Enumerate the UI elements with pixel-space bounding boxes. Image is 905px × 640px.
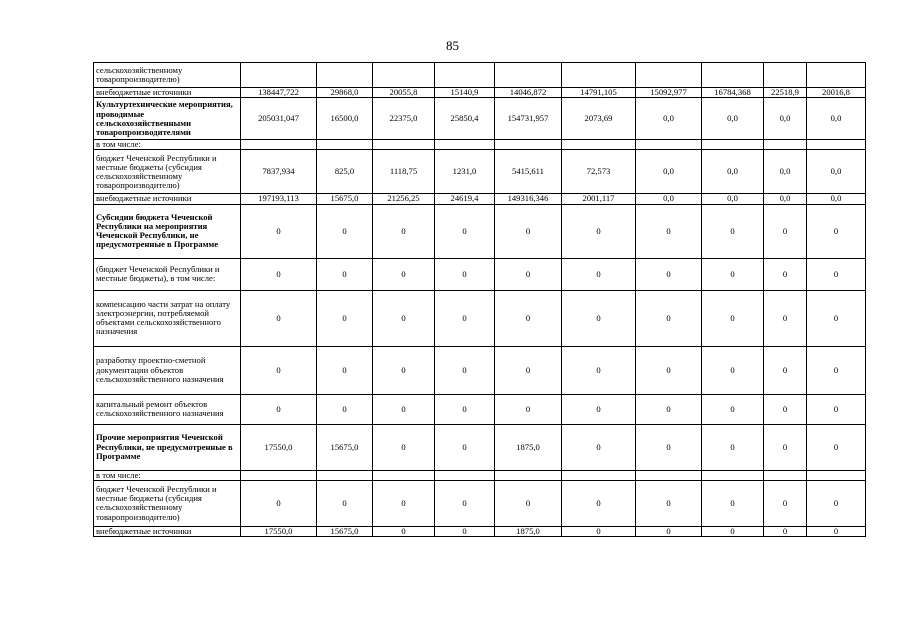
- value-cell: [807, 470, 866, 480]
- value-cell: 0: [702, 526, 764, 536]
- value-cell: [702, 140, 764, 150]
- value-cell: 0,0: [636, 194, 702, 204]
- value-cell: 0: [702, 424, 764, 470]
- value-cell: 0: [373, 394, 435, 424]
- value-cell: [562, 140, 636, 150]
- value-cell: 0: [562, 526, 636, 536]
- row-label: разработку проектно-сметной документации объектов сельскохозяйственного назначения: [94, 346, 241, 394]
- value-cell: 15675,0: [317, 194, 373, 204]
- value-cell: [373, 470, 435, 480]
- value-cell: 2073,69: [562, 98, 636, 140]
- value-cell: 0: [317, 204, 373, 258]
- value-cell: [764, 470, 807, 480]
- value-cell: 0: [764, 526, 807, 536]
- table-row: [94, 394, 866, 424]
- value-cell: 0,0: [636, 98, 702, 140]
- value-cell: 0,0: [702, 194, 764, 204]
- row-label: внебюджетные источники: [94, 526, 241, 536]
- value-cell: 0: [764, 480, 807, 526]
- value-cell: 72,573: [562, 150, 636, 194]
- value-cell: 0: [435, 424, 495, 470]
- value-cell: 0: [636, 394, 702, 424]
- value-cell: 0: [562, 346, 636, 394]
- value-cell: 0: [317, 480, 373, 526]
- value-cell: 0: [495, 290, 562, 346]
- value-cell: 0: [764, 290, 807, 346]
- value-cell: 0: [702, 290, 764, 346]
- value-cell: [807, 140, 866, 150]
- value-cell: 0: [435, 290, 495, 346]
- table-row: [94, 424, 866, 470]
- value-cell: 0: [764, 394, 807, 424]
- row-label: капитальный ремонт объектов сельскохозяйственного назначения: [94, 394, 241, 424]
- table-row: [94, 526, 866, 536]
- value-cell: 0: [562, 204, 636, 258]
- value-cell: 1875,0: [495, 424, 562, 470]
- value-cell: 0: [807, 204, 866, 258]
- value-cell: 15675,0: [317, 526, 373, 536]
- value-cell: 0,0: [764, 194, 807, 204]
- value-cell: 0: [764, 424, 807, 470]
- value-cell: 0: [702, 346, 764, 394]
- table-row: [94, 204, 866, 258]
- row-label: Культуртехнические мероприятия, проводимые сельскохозяйственными товаропроизводителями: [94, 98, 241, 140]
- table-row: [94, 290, 866, 346]
- value-cell: [317, 63, 373, 88]
- value-cell: 0: [373, 526, 435, 536]
- value-cell: 0: [373, 204, 435, 258]
- value-cell: 0: [636, 424, 702, 470]
- value-cell: 1231,0: [435, 150, 495, 194]
- value-cell: 0: [373, 480, 435, 526]
- value-cell: 25850,4: [435, 98, 495, 140]
- table-row: [94, 470, 866, 480]
- value-cell: [636, 140, 702, 150]
- value-cell: [241, 470, 317, 480]
- value-cell: [373, 63, 435, 88]
- value-cell: 154731,957: [495, 98, 562, 140]
- value-cell: [636, 470, 702, 480]
- value-cell: 0: [435, 258, 495, 290]
- value-cell: 0: [241, 258, 317, 290]
- table-row: [94, 98, 866, 140]
- table-row: [94, 140, 866, 150]
- value-cell: 0: [562, 258, 636, 290]
- value-cell: 1875,0: [495, 526, 562, 536]
- value-cell: 0: [317, 394, 373, 424]
- value-cell: [562, 63, 636, 88]
- value-cell: 0,0: [702, 98, 764, 140]
- value-cell: 7837,934: [241, 150, 317, 194]
- value-cell: 0: [764, 258, 807, 290]
- page-number: 85: [446, 38, 459, 53]
- value-cell: [495, 140, 562, 150]
- value-cell: 0: [435, 346, 495, 394]
- value-cell: 0: [636, 204, 702, 258]
- row-label: компенсацию части затрат на оплату электроэнергии, потребляемой объектами сельскохозяйственного назначения: [94, 290, 241, 346]
- value-cell: 0: [241, 394, 317, 424]
- value-cell: [495, 470, 562, 480]
- row-label: сельскохозяйственному товаропроизводителю): [94, 63, 241, 88]
- value-cell: 138447,722: [241, 88, 317, 98]
- value-cell: 0: [636, 290, 702, 346]
- value-cell: 2001,117: [562, 194, 636, 204]
- value-cell: 0: [562, 394, 636, 424]
- value-cell: 15092,977: [636, 88, 702, 98]
- value-cell: 197193,113: [241, 194, 317, 204]
- value-cell: 0: [807, 526, 866, 536]
- table-body: [94, 63, 866, 537]
- table-row: [94, 346, 866, 394]
- value-cell: 0: [373, 258, 435, 290]
- value-cell: 15675,0: [317, 424, 373, 470]
- row-label: (бюджет Чеченской Республики и местные бюджеты), в том числе:: [94, 258, 241, 290]
- value-cell: 21256,25: [373, 194, 435, 204]
- value-cell: 0: [241, 346, 317, 394]
- value-cell: [241, 140, 317, 150]
- value-cell: 0,0: [764, 150, 807, 194]
- value-cell: 0,0: [807, 150, 866, 194]
- value-cell: 0: [807, 290, 866, 346]
- value-cell: [636, 63, 702, 88]
- value-cell: 0: [636, 258, 702, 290]
- value-cell: [241, 63, 317, 88]
- value-cell: 0,0: [636, 150, 702, 194]
- row-label: в том числе:: [94, 140, 241, 150]
- table-row: [94, 150, 866, 194]
- value-cell: 1118,75: [373, 150, 435, 194]
- value-cell: 16500,0: [317, 98, 373, 140]
- value-cell: 0: [435, 394, 495, 424]
- table-row: [94, 88, 866, 98]
- value-cell: 0: [636, 480, 702, 526]
- value-cell: 0: [435, 526, 495, 536]
- value-cell: 0: [373, 346, 435, 394]
- value-cell: 0: [807, 480, 866, 526]
- value-cell: [435, 63, 495, 88]
- value-cell: 0,0: [807, 194, 866, 204]
- row-label: бюджет Чеченской Республики и местные бюджеты (субсидия сельскохозяйственному товаропроизводителю): [94, 150, 241, 194]
- table-row: [94, 194, 866, 204]
- value-cell: 149316,346: [495, 194, 562, 204]
- value-cell: 0,0: [764, 98, 807, 140]
- value-cell: [317, 140, 373, 150]
- value-cell: [435, 140, 495, 150]
- value-cell: 17550,0: [241, 424, 317, 470]
- value-cell: 0: [807, 258, 866, 290]
- value-cell: 0: [241, 204, 317, 258]
- value-cell: 0: [317, 346, 373, 394]
- value-cell: 0: [807, 394, 866, 424]
- value-cell: 0: [702, 258, 764, 290]
- value-cell: 0,0: [702, 150, 764, 194]
- value-cell: 0: [241, 480, 317, 526]
- value-cell: 22518,9: [764, 88, 807, 98]
- value-cell: 0: [807, 424, 866, 470]
- value-cell: 0,0: [807, 98, 866, 140]
- value-cell: [495, 63, 562, 88]
- row-label: бюджет Чеченской Республики и местные бюджеты (субсидия сельскохозяйственному товаропроизводителю): [94, 480, 241, 526]
- value-cell: [807, 63, 866, 88]
- value-cell: 16784,368: [702, 88, 764, 98]
- value-cell: 0: [636, 346, 702, 394]
- table-row: [94, 258, 866, 290]
- value-cell: 15140,9: [435, 88, 495, 98]
- value-cell: 5415,611: [495, 150, 562, 194]
- value-cell: 0: [702, 394, 764, 424]
- value-cell: 17550,0: [241, 526, 317, 536]
- value-cell: 0: [435, 204, 495, 258]
- value-cell: 0: [317, 258, 373, 290]
- value-cell: 20016,8: [807, 88, 866, 98]
- value-cell: 0: [764, 346, 807, 394]
- budget-table: [93, 62, 866, 537]
- value-cell: 0: [495, 394, 562, 424]
- value-cell: [317, 470, 373, 480]
- value-cell: 0: [241, 290, 317, 346]
- value-cell: 205031,047: [241, 98, 317, 140]
- value-cell: 29868,0: [317, 88, 373, 98]
- value-cell: [702, 63, 764, 88]
- value-cell: 0: [373, 424, 435, 470]
- table-row: [94, 480, 866, 526]
- value-cell: 0: [636, 526, 702, 536]
- value-cell: [373, 140, 435, 150]
- value-cell: 0: [807, 346, 866, 394]
- value-cell: 20055,8: [373, 88, 435, 98]
- value-cell: 0: [495, 204, 562, 258]
- row-label: внебюджетные источники: [94, 194, 241, 204]
- value-cell: 0: [562, 480, 636, 526]
- value-cell: 0: [495, 346, 562, 394]
- value-cell: 22375,0: [373, 98, 435, 140]
- value-cell: [562, 470, 636, 480]
- value-cell: 14791,105: [562, 88, 636, 98]
- value-cell: [435, 470, 495, 480]
- value-cell: 14046,872: [495, 88, 562, 98]
- value-cell: 0: [373, 290, 435, 346]
- value-cell: 0: [317, 290, 373, 346]
- value-cell: 825,0: [317, 150, 373, 194]
- value-cell: 24619,4: [435, 194, 495, 204]
- value-cell: [764, 140, 807, 150]
- value-cell: 0: [495, 258, 562, 290]
- row-label: Субсидии бюджета Чеченской Республики на мероприятия Чеченской Республики, не предусмотренные в Программе: [94, 204, 241, 258]
- row-label: внебюджетные источники: [94, 88, 241, 98]
- value-cell: 0: [495, 480, 562, 526]
- value-cell: [702, 470, 764, 480]
- value-cell: 0: [702, 204, 764, 258]
- table-row: [94, 63, 866, 88]
- value-cell: 0: [702, 480, 764, 526]
- row-label: Прочие мероприятия Чеченской Республики, не предусмотренные в Программе: [94, 424, 241, 470]
- value-cell: 0: [435, 480, 495, 526]
- value-cell: 0: [764, 204, 807, 258]
- value-cell: [764, 63, 807, 88]
- row-label: в том числе:: [94, 470, 241, 480]
- value-cell: 0: [562, 424, 636, 470]
- value-cell: 0: [562, 290, 636, 346]
